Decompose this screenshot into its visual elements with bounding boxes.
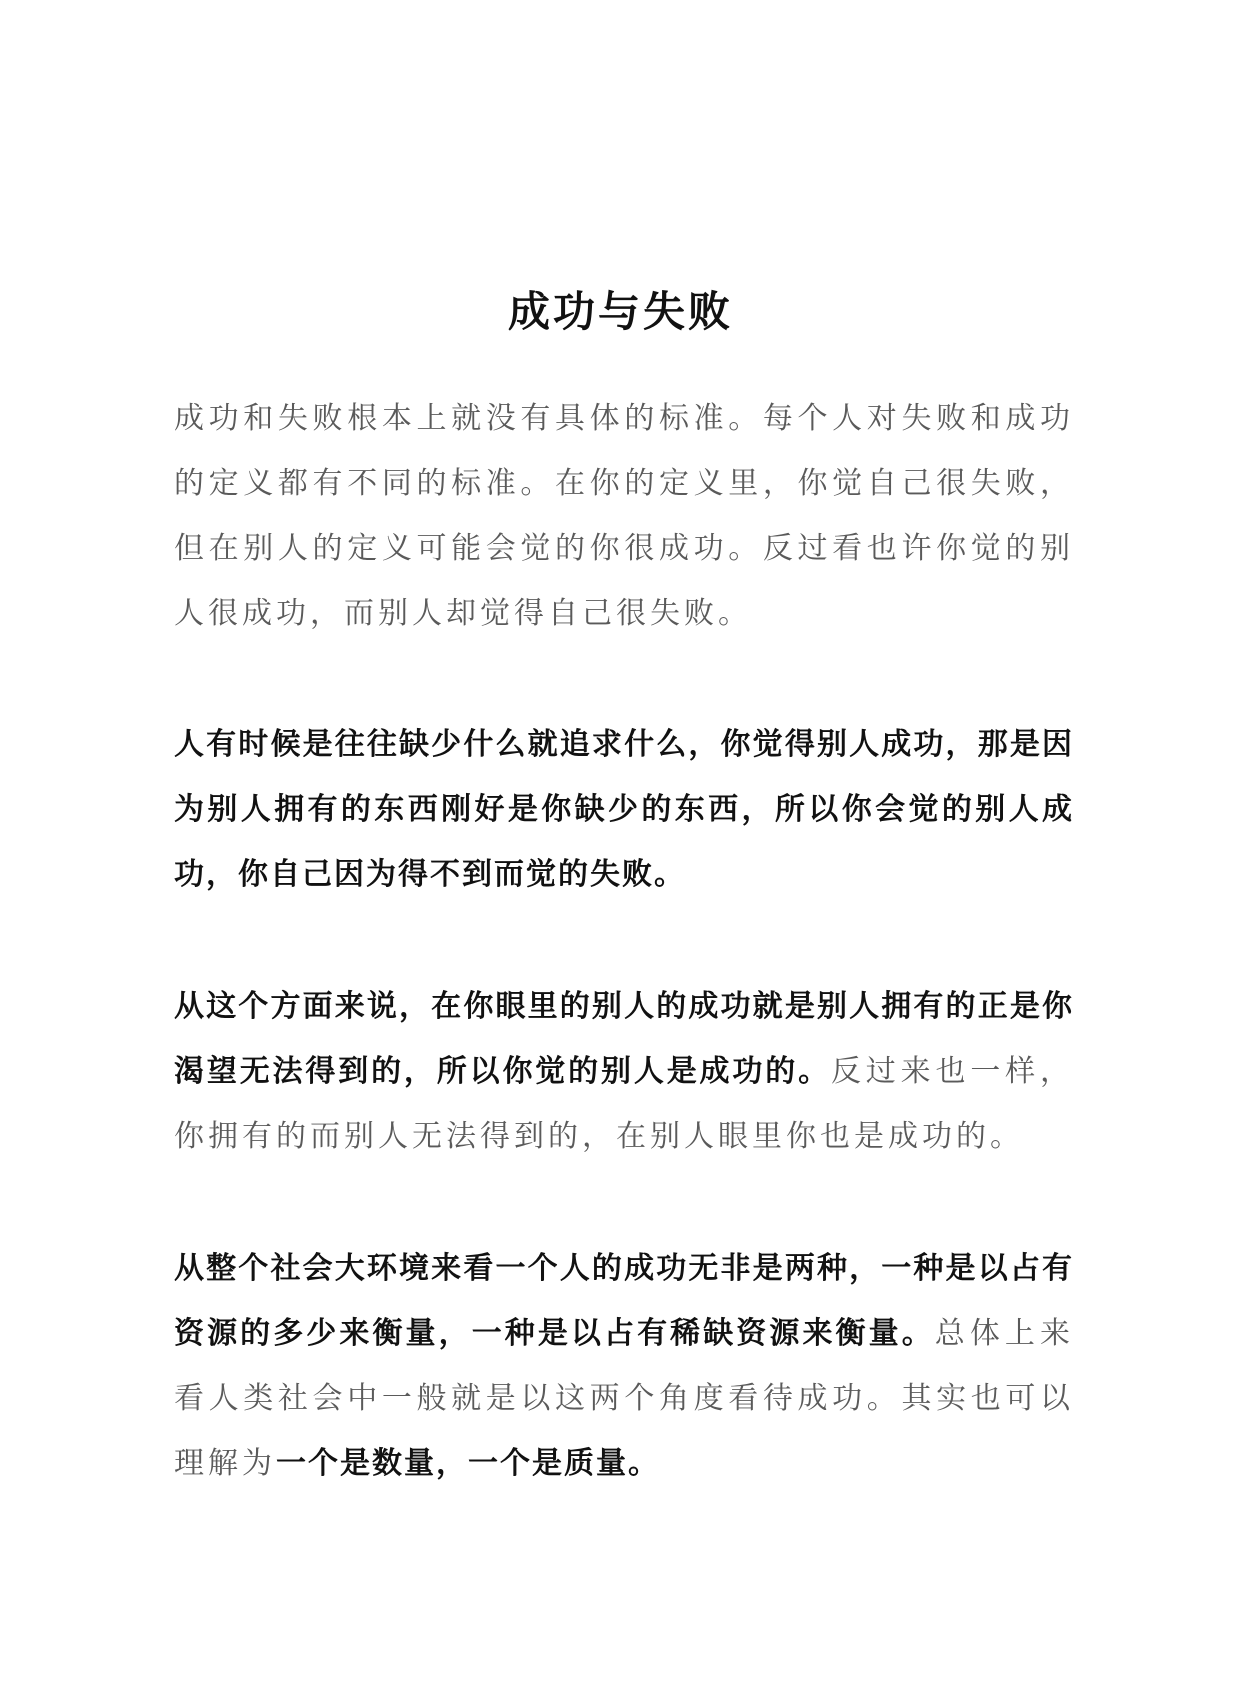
- paragraph-2: [174, 712, 1074, 907]
- paragraph-3-light-text: 反过来也一样，你拥有的而别人无法得到的，在别人眼里你也是成功的。: [174, 1054, 1075, 1154]
- paragraph-4: [174, 1236, 1074, 1496]
- paragraph-1-text: 成功和失败根本上就没有具体的标准。每个人对失败和成功的定义都有不同的标准。在你的定义里，你觉自己很失败，但在别人的定义可能会觉的你很成功。反过看也许你觉的别人很成功，而别人却觉得自己很失败。: [174, 401, 1074, 631]
- page-title: 成功与失败: [507, 287, 733, 336]
- paragraph-3-bold-text: 从这个方面来说，在你眼里的别人的成功就是别人拥有的正是你渴望无法得到的，所以你觉的别人是成功的。: [174, 989, 1074, 1089]
- paragraph-4-bold-text: 从整个社会大环境来看一个人的成功无非是两种，一种是以占有资源的多少来衡量，一种是以占有稀缺资源来衡量。: [174, 1251, 1074, 1351]
- paragraph-1: [174, 386, 1074, 646]
- paragraph-2-text: 人有时候是往往缺少什么就追求什么，你觉得别人成功，那是因为别人拥有的东西刚好是你缺少的东西，所以你会觉的别人成功，你自己因为得不到而觉的失败。: [174, 727, 1074, 892]
- paragraph-3: [174, 974, 1074, 1169]
- paragraph-4-light-text: 总体上来看人类社会中一般就是以这两个角度看待成功。其实也可以理解为: [174, 1316, 1075, 1481]
- paragraph-4-bold-end-text: 一个是数量，一个是质量。: [276, 1446, 660, 1481]
